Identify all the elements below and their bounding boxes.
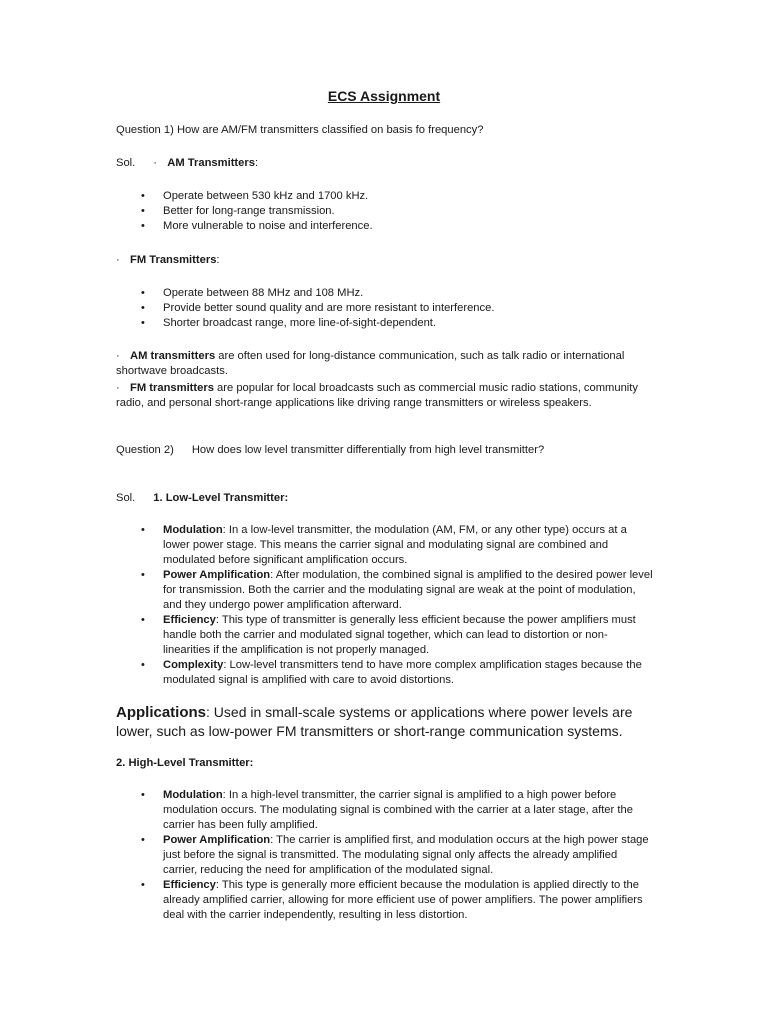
- fm-usage-text: are popular for local broadcasts such as commercial music radio stations, community radio, and personal short-range applications like driving range transmitters or wireless speakers.: [116, 382, 638, 409]
- low-level-points-list: [163, 523, 653, 688]
- am-usage-text: are often used for long-distance communication, such as talk radio or international shortwave broadcasts.: [116, 350, 625, 377]
- list-item: • More vulnerable to noise and interference.: [163, 219, 373, 234]
- q1-sol-am-heading: [116, 156, 656, 171]
- point-term: Modulation: [163, 789, 223, 801]
- page-title: ECS Assignment: [327, 88, 441, 104]
- colon: :: [216, 254, 220, 266]
- colon: :: [254, 157, 259, 169]
- list-item: [163, 833, 653, 878]
- high-level-heading: [116, 756, 656, 771]
- fm-heading-line: [116, 253, 656, 268]
- list-item: • Operate between 88 MHz and 108 MHz.: [163, 286, 494, 301]
- point-term: Complexity: [163, 659, 224, 671]
- q2-sol-low-heading: [116, 491, 656, 506]
- fm-usage-paragraph: [116, 381, 656, 411]
- bullet-dot: ·: [153, 157, 158, 169]
- low-level-heading: 1. Low-Level Transmitter:: [153, 492, 289, 504]
- applications-paragraph: [116, 703, 656, 741]
- list-item: • Better for long-range transmission.: [163, 204, 373, 219]
- point-text: : In a low-level transmitter, the modulation (AM, FM, or any other type) occurs at a lower power stage. This means the carrier signal and modulating signal are combined and modulated before significant amplification occurs.: [163, 524, 627, 566]
- high-level-points-list: [163, 788, 653, 923]
- list-item: [163, 658, 653, 688]
- list-item: [163, 523, 653, 568]
- point-text: : This type is generally more efficient because the modulation is applied directly to the already amplified carrier, allowing for more efficient use of power amplifiers. The power amplifiers deal with the carrier independently, resulting in less distortion.: [163, 879, 643, 921]
- list-item: • Operate between 530 kHz and 1700 kHz.: [163, 189, 373, 204]
- point-term: Power Amplification: [163, 569, 271, 581]
- point-text: : This type of transmitter is generally less efficient because the power amplifiers must handle both the carrier and modulated signal together, which can lead to distortion or non-linearities if the amplification is not properly managed.: [163, 614, 636, 656]
- fm-points-list: [163, 286, 494, 331]
- bullet-dot: ·: [116, 350, 120, 362]
- question-2-text: How does low level transmitter differentially from high level transmitter?: [191, 444, 545, 456]
- point-term: Efficiency: [163, 614, 216, 626]
- list-item: [163, 613, 653, 658]
- fm-usage-term: FM transmitters: [130, 382, 214, 394]
- point-term: Modulation: [163, 524, 223, 536]
- list-item: [163, 788, 653, 833]
- am-usage-term: AM transmitters: [130, 350, 216, 362]
- sol-label: Sol.: [116, 157, 136, 169]
- point-text: : The carrier is amplified first, and modulation occurs at the high power stage just before the signal is transmitted. The modulating signal only affects the already amplified carrier, reducing the need for amplification of the modulated signal.: [163, 834, 649, 876]
- am-heading: AM Transmitters: [167, 157, 255, 169]
- bullet-dot: ·: [116, 382, 120, 394]
- point-term: Power Amplification: [163, 834, 271, 846]
- question-2: [116, 443, 656, 458]
- question-1: Question 1) How are AM/FM transmitters classified on basis fo frequency?: [116, 124, 484, 136]
- list-item: • Shorter broadcast range, more line-of-sight-dependent.: [163, 316, 494, 331]
- point-text: : After modulation, the combined signal is amplified to the desired power level for transmission. Both the carrier and the modulating signal are weak at the point of modulation, and they undergo power amplification afterward.: [163, 569, 653, 611]
- list-item: [163, 878, 653, 923]
- bullet-dot: ·: [116, 254, 120, 266]
- point-term: Efficiency: [163, 879, 216, 891]
- am-points-list: [163, 189, 373, 234]
- applications-text: : Used in small-scale systems or applications where power levels are lower, such as low-power FM transmitters or short-range communication systems.: [116, 704, 633, 739]
- point-text: : In a high-level transmitter, the carrier signal is amplified to a high power before modulation occurs. The modulating signal is combined with the carrier at a later stage, after the carrier has been fully amplified.: [163, 789, 633, 831]
- sol-label: Sol.: [116, 492, 136, 504]
- question-2-prefix: Question 2): [116, 444, 174, 456]
- applications-term: Applications: [116, 704, 207, 721]
- point-text: : Low-level transmitters tend to have more complex amplification stages because the modulated signal is amplified with care to avoid distortions.: [163, 659, 642, 686]
- list-item: [163, 568, 653, 613]
- high-level-heading-text: 2. High-Level Transmitter:: [116, 757, 254, 769]
- list-item: • Provide better sound quality and are more resistant to interference.: [163, 301, 494, 316]
- fm-heading: FM Transmitters: [130, 254, 217, 266]
- am-usage-paragraph: [116, 349, 656, 379]
